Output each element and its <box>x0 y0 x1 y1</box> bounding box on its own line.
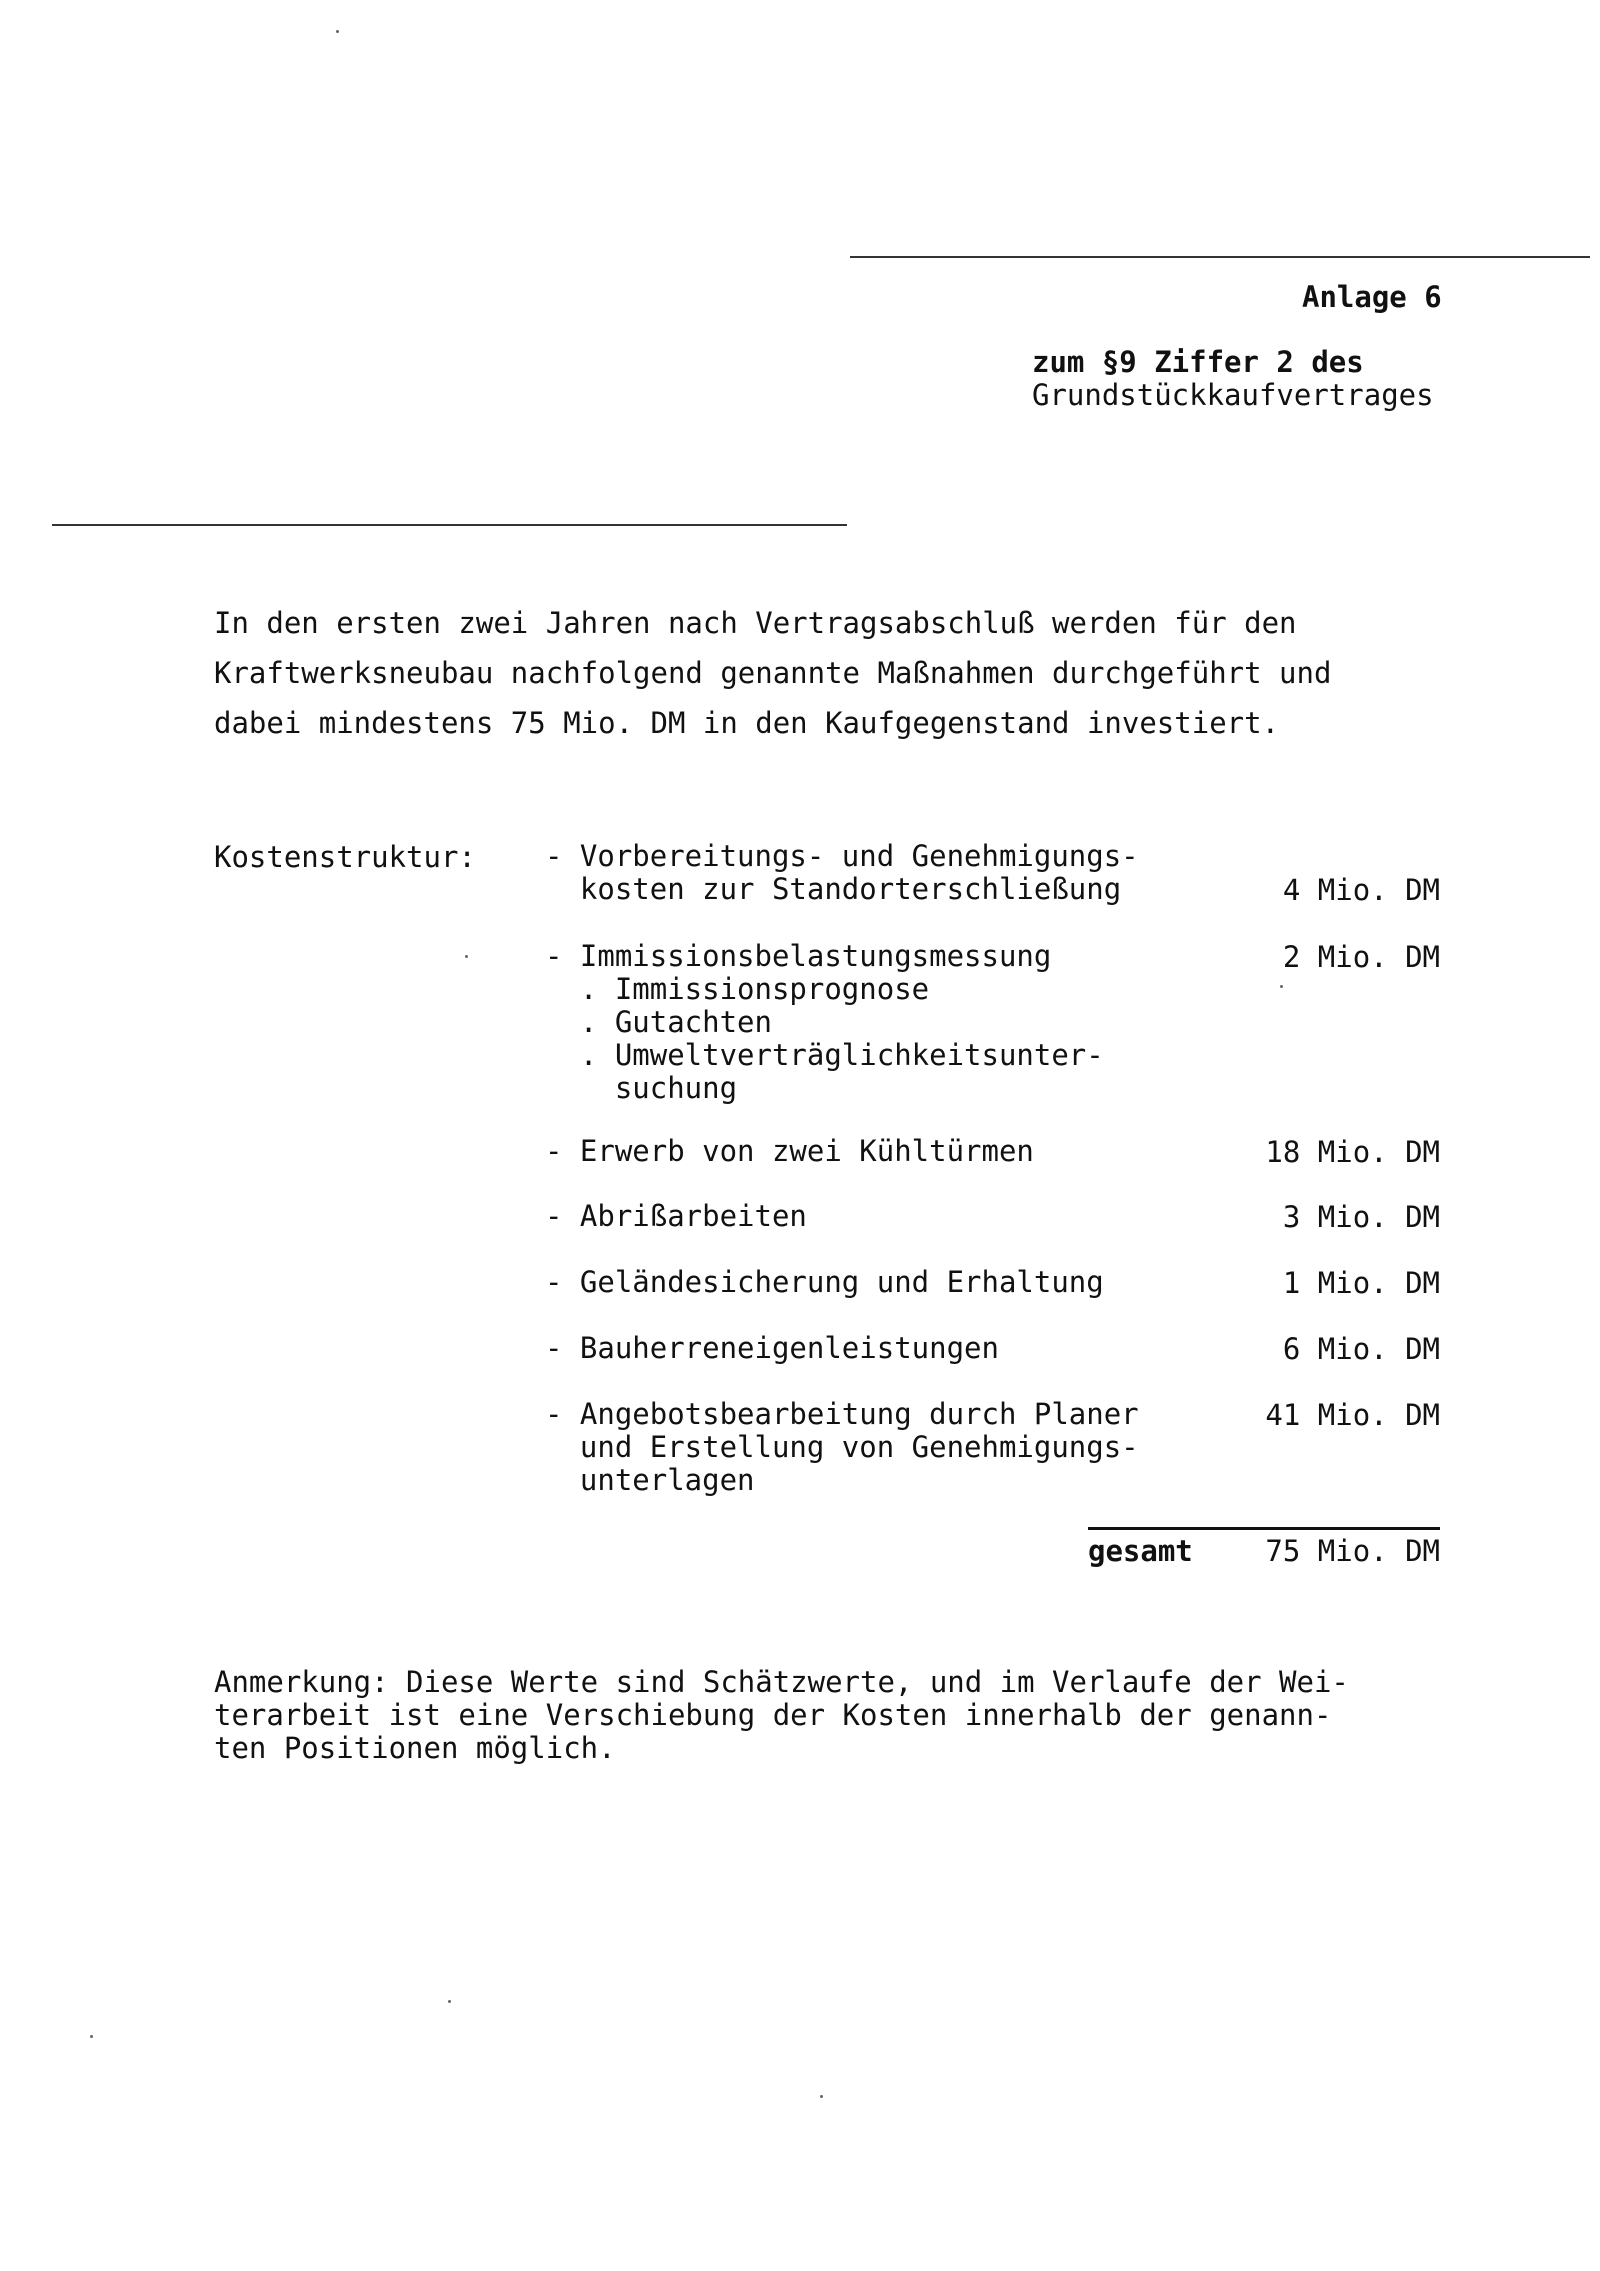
cost-item-line: kosten zur Standorterschließung <box>545 872 1122 906</box>
cost-item-amount: 41 Mio. DM <box>1265 1398 1440 1432</box>
scan-speck <box>465 955 468 958</box>
cost-item-line: - Geländesicherung und Erhaltung <box>545 1265 1104 1299</box>
cost-item-line: . Immissionsprognose <box>545 972 930 1006</box>
note-line: terarbeit ist eine Verschiebung der Kosten innerhalb der genann- <box>214 1698 1332 1732</box>
cost-item-line: suchung <box>545 1071 738 1105</box>
cost-item-line: unterlagen <box>545 1463 755 1497</box>
cost-item-line: - Erwerb von zwei Kühltürmen <box>545 1134 1034 1168</box>
intro-line: In den ersten zwei Jahren nach Vertragsabschluß werden für den <box>214 606 1297 640</box>
scan-speck <box>1280 985 1283 988</box>
header-rule-top <box>850 256 1590 258</box>
cost-item-amount: 4 Mio. DM <box>1282 873 1440 907</box>
cost-item <box>545 1200 807 1233</box>
cost-item-line: . Gutachten <box>545 1005 772 1039</box>
total-label: gesamt <box>1088 1534 1193 1568</box>
cost-structure-label: Kostenstruktur: <box>214 840 476 874</box>
scan-speck <box>820 2095 823 2098</box>
cost-item-amount: 3 Mio. DM <box>1282 1200 1440 1234</box>
cost-item-line: . Umweltverträglichkeitsunter- <box>545 1038 1104 1072</box>
cost-item <box>545 1398 1139 1497</box>
scan-speck <box>336 30 339 33</box>
cost-item <box>545 940 1104 1105</box>
anlage-heading: Anlage 6 <box>1302 280 1442 314</box>
cost-item-line: - Bauherreneigenleistungen <box>545 1331 999 1365</box>
cost-item-amount: 2 Mio. DM <box>1282 940 1440 974</box>
cost-item-line: - Angebotsbearbeitung durch Planer <box>545 1397 1139 1431</box>
cost-item <box>545 1135 1034 1168</box>
intro-line: Kraftwerksneubau nachfolgend genannte Maßnahmen durchgeführt und <box>214 656 1332 690</box>
total-rule <box>1088 1527 1440 1530</box>
cost-item-line: und Erstellung von Genehmigungs- <box>545 1430 1139 1464</box>
cost-item <box>545 1332 999 1365</box>
cost-item-amount: 1 Mio. DM <box>1282 1266 1440 1300</box>
cost-item-amount: 6 Mio. DM <box>1282 1332 1440 1366</box>
total-amount: 75 Mio. DM <box>1265 1534 1440 1568</box>
cost-item <box>545 840 1139 906</box>
cost-item-line: - Vorbereitungs- und Genehmigungs- <box>545 839 1139 873</box>
cost-item-line: - Immissionsbelastungsmessung <box>545 939 1052 973</box>
note-line: ten Positionen möglich. <box>214 1731 616 1765</box>
scan-speck <box>90 2035 93 2038</box>
cost-item-amount: 18 Mio. DM <box>1265 1135 1440 1169</box>
scan-speck <box>448 2000 451 2003</box>
header-rule-left <box>52 524 847 526</box>
cost-item <box>545 1266 1104 1299</box>
note-line: Anmerkung: Diese Werte sind Schätzwerte, und im Verlaufe der Wei- <box>214 1665 1349 1699</box>
reference-line-2: Grundstückkaufvertrages <box>1032 378 1434 412</box>
reference-line-1: zum §9 Ziffer 2 des <box>1032 345 1364 379</box>
intro-line: dabei mindestens 75 Mio. DM in den Kaufgegenstand investiert. <box>214 706 1280 740</box>
cost-item-line: - Abrißarbeiten <box>545 1199 807 1233</box>
